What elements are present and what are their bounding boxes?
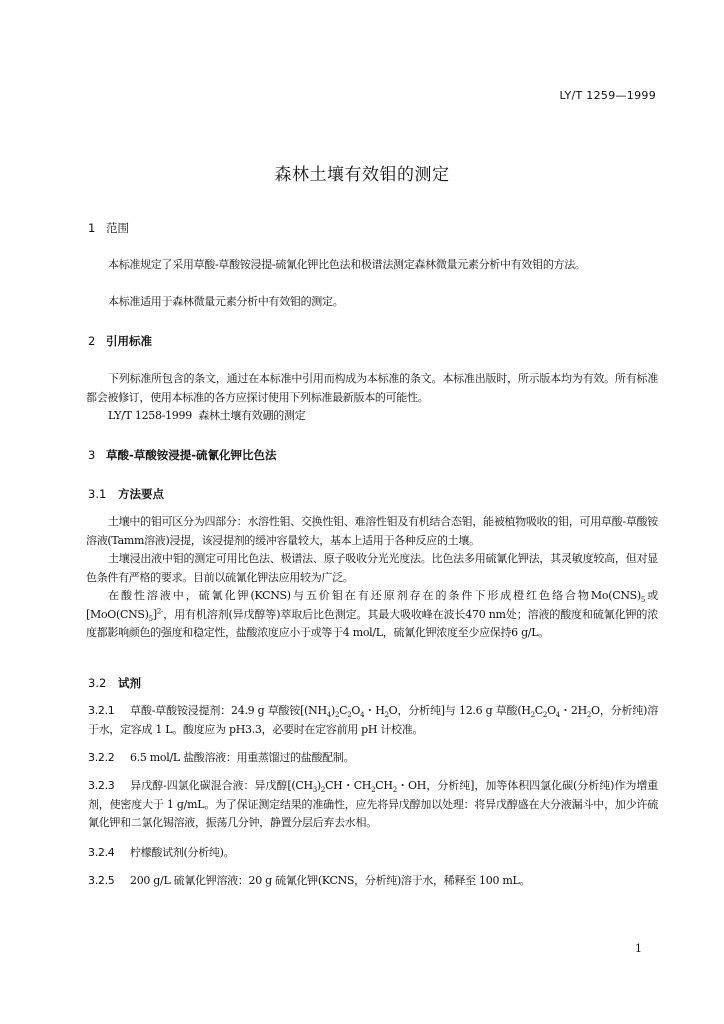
section-title: 草酸-草酸铵浸提-硫氰化钾比色法: [106, 448, 277, 462]
reagent-3-2-5: 3.2.5 200 g/L 硫氰化钾溶液：20 g 硫氰化钾(KCNS，分析纯)溶于水，稀释至 100 mL。: [88, 874, 531, 887]
section-3-1-paragraph-1: 土壤中的钼可区分为四部分：水溶性钼、交换性钼、难溶性钼及有机结合态钼，能被植物吸收的钼，可用草酸-草酸铵溶液(Tamm溶液)浸提，该浸提剂的缓冲容量较大，基本上适用于各种反应的土壤。: [86, 515, 658, 547]
reagent-3-2-4: 3.2.4 柠檬酸试剂(分析纯)。: [88, 846, 235, 859]
section-2-heading: [88, 333, 152, 349]
section-3-2-heading: [88, 675, 141, 691]
page-number: 1: [635, 942, 642, 955]
section-1-paragraph-1: 本标准规定了采用草酸-草酸铵浸提-硫氰化钾比色法和极谱法测定森林微量元素分析中有效钼的方法。: [108, 258, 586, 271]
section-number: 1: [88, 221, 96, 235]
standard-code: LY/T 1259—1999: [559, 89, 656, 102]
section-title: 方法要点: [118, 487, 164, 501]
section-2-paragraph-1: 下列标准所包含的条文，通过在本标准中引用而构成为本标准的条文。本标准出版时，所示版本均为有效。所有标准都会被修订，使用本标准的各方应探讨使用下列标准最新版本的可能性。: [86, 372, 658, 404]
section-title: 试剂: [118, 676, 141, 690]
section-number: 2: [88, 334, 96, 348]
section-2-reference: LY/T 1258-1999 森林土壤有效硼的测定: [108, 409, 306, 422]
document-title: 森林土壤有效钼的测定: [274, 165, 450, 185]
section-3-1-paragraph-2: 土壤浸出液中钼的测定可用比色法、极谱法、原子吸收分光光度法。比色法多用硫氰化钾法，其灵敏度较高，但对显色条件有严格的要求。目前以硫氰化钾法应用较为广泛。: [86, 552, 658, 584]
reagent-3-2-3: 3.2.3 异戊醇-四氯化碳混合液：异戊醇[$(CH_3)_2CH$・$CH_2CH_2$・OH，分析纯]，加等体积四氯化碳(分析纯)作为增重剂，使密度大于 1 g/mL。为了保证测定结果的准确性，应先将异戊醇加以处理：将异戊醇盛在大分液漏斗中，加少许硫氰化钾和二氯化锡溶液，振荡几分钟，静置分层后弃去水相。: [88, 779, 658, 829]
section-3-1-paragraph-3: 在酸性溶液中，硫氰化钾(KCNS)与五价钼在有还原剂存在的条件下形成橙红色络合物$Mo(CNS)_5$或$[MoO(CNS)_5]^{2-}$，用有机溶剂(异戊醇等)萃取后比色测定。其最大吸收峰在波长470 nm处；溶液的酸度和硫氰化钾的浓度都影响颜色的强度和稳定性，盐酸浓度应小于或等于4 mol/L，硫氰化钾浓度至少应保持6 g/L。: [86, 589, 658, 639]
section-number: 3: [88, 448, 96, 462]
section-title: 范围: [106, 221, 129, 235]
reagent-3-2-1: 3.2.1 草酸-草酸铵浸提剂：24.9 g 草酸铵[$(NH_4)_2C_2O_4$・$H_2O$，分析纯]与 12.6 g 草酸($H_2C_2O_4$・$2H_2O$，分析纯)溶于水，定容成 1 L。酸度应为 pH3.3，必要时在定容前用 pH 计校准。: [88, 704, 658, 736]
section-number: 3.2: [88, 676, 107, 690]
section-1-paragraph-2: 本标准适用于森林微量元素分析中有效钼的测定。: [108, 295, 344, 308]
reagent-3-2-2: 3.2.2 6.5 mol/L 盐酸溶液：用重蒸馏过的盐酸配制。: [88, 751, 355, 764]
section-3-1-heading: [88, 486, 164, 502]
section-number: 3.1: [88, 487, 107, 501]
section-3-heading: [88, 447, 277, 463]
section-1-heading: [88, 220, 129, 236]
section-title: 引用标准: [106, 334, 152, 348]
